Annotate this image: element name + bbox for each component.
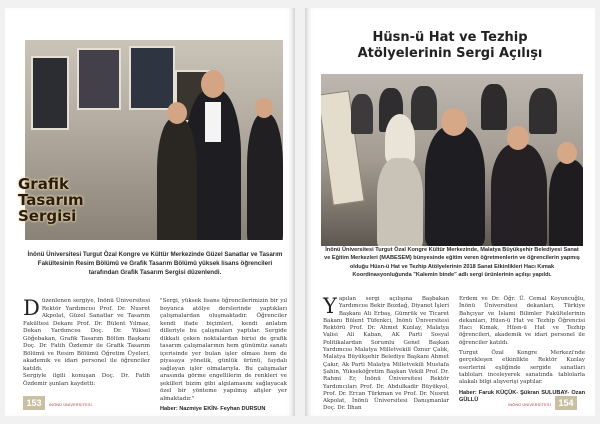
feature-title <box>18 176 128 224</box>
artwork-frame <box>31 56 69 130</box>
left-page <box>5 8 295 416</box>
article-headline <box>325 30 575 62</box>
person-figure <box>529 88 557 134</box>
person-shirt <box>205 102 221 142</box>
page-number: 154 <box>555 396 577 410</box>
feature-title-line: Tasarım <box>18 191 84 209</box>
page-footer: İNÖNÜ ÜNİVERSİTESİ <box>508 403 551 407</box>
paragraph: "Sergi, yüksek lisans öğrencilerimizin bir yıl boyunca atölye derslerinde yaptıkları çalışmalardan oluşmaktadır. Öğrenciler kendi ifade biçimleri, kendi anlatım dilleriyle bu çalışmaları yaptılar. Sergide dikkati çeken noktalardan birisi de grafik tasarım çalışmalarının hem günümüz sanatı içerisinde yer bulan işler olması hem de piyasaya yönelik, günlük ürünü, faydalı sağlayan işler olmalarıyla. Bu çalışmalar arasında görme engellilerin de renkleri ve şekilleri bizim gibi algılamasını sağlayacak özel bir yönteme yapılmış afişler yer almaktadır." <box>160 298 287 402</box>
person-face <box>557 142 577 164</box>
byline: Haber: Faruk KÜÇÜK- Şükran SULUBAY- Ozan GÜLLÜ <box>459 389 585 403</box>
person-face <box>507 126 529 150</box>
exhibition-photo <box>321 74 583 246</box>
headline-line: Hüsn-ü Hat ve Tezhip <box>372 30 528 45</box>
person-figure <box>425 126 485 246</box>
right-page <box>305 8 595 416</box>
article-column <box>23 298 150 386</box>
person-figure <box>491 144 547 246</box>
person-face <box>441 108 467 136</box>
paragraph: Sergiyle ilgili konuşan Doç. Dr. Fatih Özdemir şunları kaydetti: <box>23 373 150 387</box>
paragraph: apılan sergi açılışına Başbakan Yardımcısı Bekir Bozdağ, Diyanet İşleri Başkanı Ali Erbaş, Gümrük ve Ticaret Bakanı Bülent Tüfenkci, İnönü Üniversitesi Rektörü Prof. Dr. Ahmet Kızılay, Malatya Valisi Ali Kaban, AK Parti Sosyal Politikalardan Sorumlu Genel Başkan Yardımcısı Malatya Milletvekili Öznur Çalık, Malatya Büyükşehir Belediye Başkanı Ahmet Çakır, Ak Parti Malatya Milletvekili Mustafa Şahin, Yükseköğretim Başkan Vekili Prof. Dr. Rahmi Er, İnönü Üniversitesi Rektör Yardımcıları Prof. Dr. Abdulkadir Büyükyol, Prof. Dr. Ercan Türkman ve Prof. Dr. Nusret Akpolat, İnönü Üniversitesi Danışmanlar Doç. Dr. İlhan <box>323 296 449 412</box>
person-face <box>201 70 225 98</box>
person-figure <box>247 114 283 240</box>
artwork-frame <box>129 46 175 110</box>
person-face <box>167 102 187 124</box>
person-figure <box>377 158 423 246</box>
artwork-frame <box>77 48 121 110</box>
person-headscarf <box>385 114 415 164</box>
headline-line: Atölyelerinin Sergi Açılışı <box>357 46 543 61</box>
drop-cap: Y <box>323 294 337 318</box>
person-figure <box>549 160 583 246</box>
article-caption: İnönü Üniversitesi Turgut Özal Kongre Kültür Merkezinde, Malatya Büyükşehir Belediyesi Sanat ve Eğitim Merkezleri (MABESEM) bünyesinde eğitim veren öğretmenlerin ve öğrencilerin yapmış olduğu Hüsn-ü Hat ve Tezhip Atölyelerinin 2018 Sanat Etkinlikleri Hacı Kımak Koordinasyonluğunda "Kalemin binde" adlı sergi ürünlerinin açılışı yapıldı. <box>324 247 580 278</box>
feature-title-line: Sergisi <box>18 207 77 225</box>
person-figure <box>481 84 507 130</box>
article-caption: İnönü Üniversitesi Turgut Özal Kongre ve Kültür Merkezinde Güzel Sanatlar ve Tasarım Fakültesinin Resim Bölümü ve Grafik Tasarım Bölümü yüksek lisans öğrencileri tarafından Grafik Tasarım Sergisi düzenlendi. <box>27 251 283 276</box>
person-figure <box>157 118 197 240</box>
paragraph: Turgut Özal Kongre Merkezi'nde gerçekleşen etkinlikte Rektör Kızılay eserlerini eşliğinde sergide sanatları tabloları inceleyerek sanatında tablolarla alakalı bilgi alışverişi yaptılar. <box>459 350 585 386</box>
byline: Haber: Nazmiye EKİN- Feyhan DURSUN <box>160 406 266 412</box>
drop-cap: D <box>23 296 40 320</box>
person-face <box>255 98 273 118</box>
person-figure <box>411 86 437 130</box>
person-figure <box>351 94 373 134</box>
article-column <box>323 294 449 412</box>
page-number: 153 <box>23 396 45 410</box>
paragraph: Erdem ve Dr. Öğr. Ü. Cemal Koyuncuğlu, İnönü Üniversitesi dekanları, Türkiye Bahçıyar ve İslami Bilimler Fakültelerinin dekanları, Hüsn-ü Hat ve Tezhip Öğrencisi Hacı Kımak, Hüsn-ü Hat ve Tezhip öğrencileri, akademik ve idari personel ile öğrenciler katıldı. <box>459 296 585 346</box>
article-column <box>160 298 287 412</box>
paragraph: üzenlenen sergiye, İnönü Üniversitesi Rektör Yardımcısı Prof. Dr. Nusret Akpolat, Güzel Sanatlar ve Tasarım Fakültesi Dekanı Prof. Dr. Bülent Yılmaz, Dekan Yardımcısı Doç. Dr. Yüksel Göğebakan, Grafik Tasarım Bölüm Başkanı Doç. Dr. Fatih Özdemir ile Grafik Tasarım Bölümü ve Resim Bölümü Öğretim Üyeleri, akademik ve idari personel ile öğrenciler katıldı. <box>23 298 150 372</box>
page-footer: İNÖNÜ ÜNİVERSİTESİ <box>49 403 92 407</box>
feature-title-line: Grafik <box>18 175 69 193</box>
